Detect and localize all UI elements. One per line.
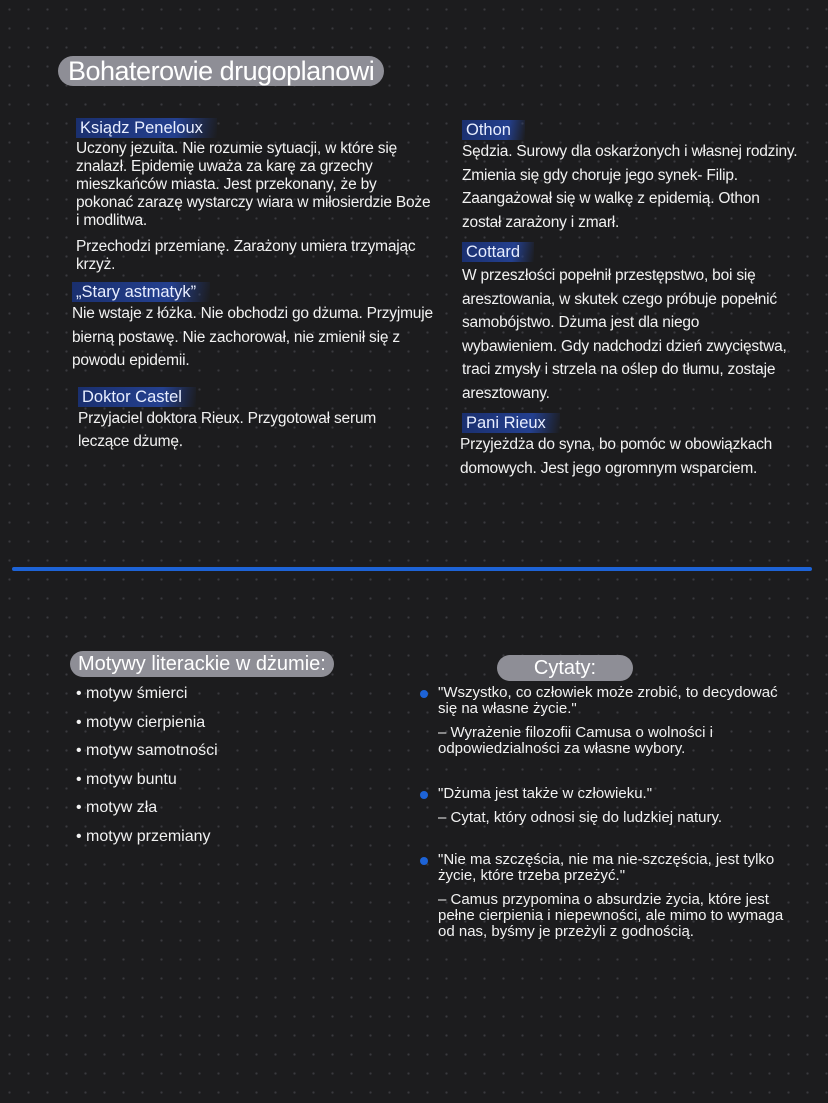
list-item: • motyw przemiany [76, 827, 211, 845]
list-item: • motyw zła [76, 799, 158, 817]
quote-text: "Wszystko, co człowiek może zrobić, to decydować się na własne życie." [438, 684, 778, 717]
list-item: • motyw śmierci [76, 685, 188, 702]
section-divider [12, 567, 812, 571]
page-title: Bohaterowie drugoplanowi [58, 56, 384, 86]
left-column [72, 118, 436, 462]
bullet-icon [420, 791, 428, 799]
list-item: • motyw buntu [76, 770, 177, 788]
character-othon [462, 120, 798, 234]
quote-comment: – Wyrażenie filozofii Camusa o wolności i odpowiedzialności za własne wybory. [438, 724, 713, 757]
list-item: • motyw cierpienia [76, 713, 206, 731]
right-column [462, 120, 798, 488]
character-description: Nie wstaje z łóżka. Nie obchodzi go dżuma. Przyjmuje bierną postawę. Nie zachorował, nie zmienił się z powodu epidemii. [72, 305, 433, 369]
quote-item [420, 786, 790, 826]
bullet-icon [420, 857, 428, 865]
character-description: W przeszłości popełnił przestępstwo, boi się aresztowania, w skutek czego próbuje popełnić samobójstwo. Dżuma jest dla niego wybawieniem. Gdy nadchodzi dzień zwycięstwa, traci zmysły i strzela na oślep do tłumu, zostaje aresztowany. [462, 267, 787, 402]
character-peneloux [76, 118, 436, 274]
character-name: Ksiądz Peneloux [76, 118, 217, 138]
character-castel [78, 387, 436, 454]
quote-item [420, 685, 790, 757]
character-cottard [462, 242, 798, 405]
character-description: Przyjaciel doktora Rieux. Przygotował serum leczące dżumę. [78, 409, 377, 450]
quote-comment: – Cytat, który odnosi się do ludzkiej natury. [438, 809, 723, 826]
quote-text: "Nie ma szczęścia, nie ma nie-szczęścia, jest tylko życie, które trzeba przeżyć." [438, 851, 775, 884]
motywy-heading: Motywy literackie w dżumie: [70, 651, 334, 677]
character-description: Przechodzi przemianę. Zarażony umiera trzymając krzyż. [76, 238, 416, 273]
cytaty-heading: Cytaty: [497, 655, 633, 681]
list-item: • motyw samotności [76, 742, 218, 760]
motywy-list [76, 680, 218, 852]
character-pani-rieux [462, 413, 798, 480]
character-astmatyk [72, 282, 436, 373]
quote-item [420, 852, 790, 940]
bullet-icon [420, 690, 428, 698]
character-name: Cottard [462, 242, 534, 262]
character-description: Przyjeżdża do syna, bo pomóc w obowiązkach domowych. Jest jego ogromnym wsparciem. [460, 436, 773, 477]
character-name: „Stary astmatyk” [72, 282, 210, 302]
character-name: Doktor Castel [78, 387, 196, 407]
quote-text: "Dżuma jest także w człowieku." [438, 785, 653, 802]
quote-comment: – Camus przypomina o absurdzie życia, które jest pełne cierpienia i niepewności, ale mimo to wymaga od nas, byśmy je przeżyli z godnością. [438, 891, 784, 940]
character-name: Othon [462, 120, 525, 140]
character-name: Pani Rieux [462, 413, 560, 433]
character-description: Sędzia. Surowy dla oskarżonych i własnej rodziny. Zmienia się gdy choruje jego synek- Filip. Zaangażował się w walkę z epidemią. Othon został zarażony i zmarł. [462, 143, 798, 231]
character-description: Uczony jezuita. Nie rozumie sytuacji, w które się znalazł. Epidemię uważa za karę za grzechy mieszkańców miasta. Jest przekonany, że by pokonać zarazę wystarczy wiara w miłosierdzie Boże i modlitwa. [76, 140, 431, 229]
